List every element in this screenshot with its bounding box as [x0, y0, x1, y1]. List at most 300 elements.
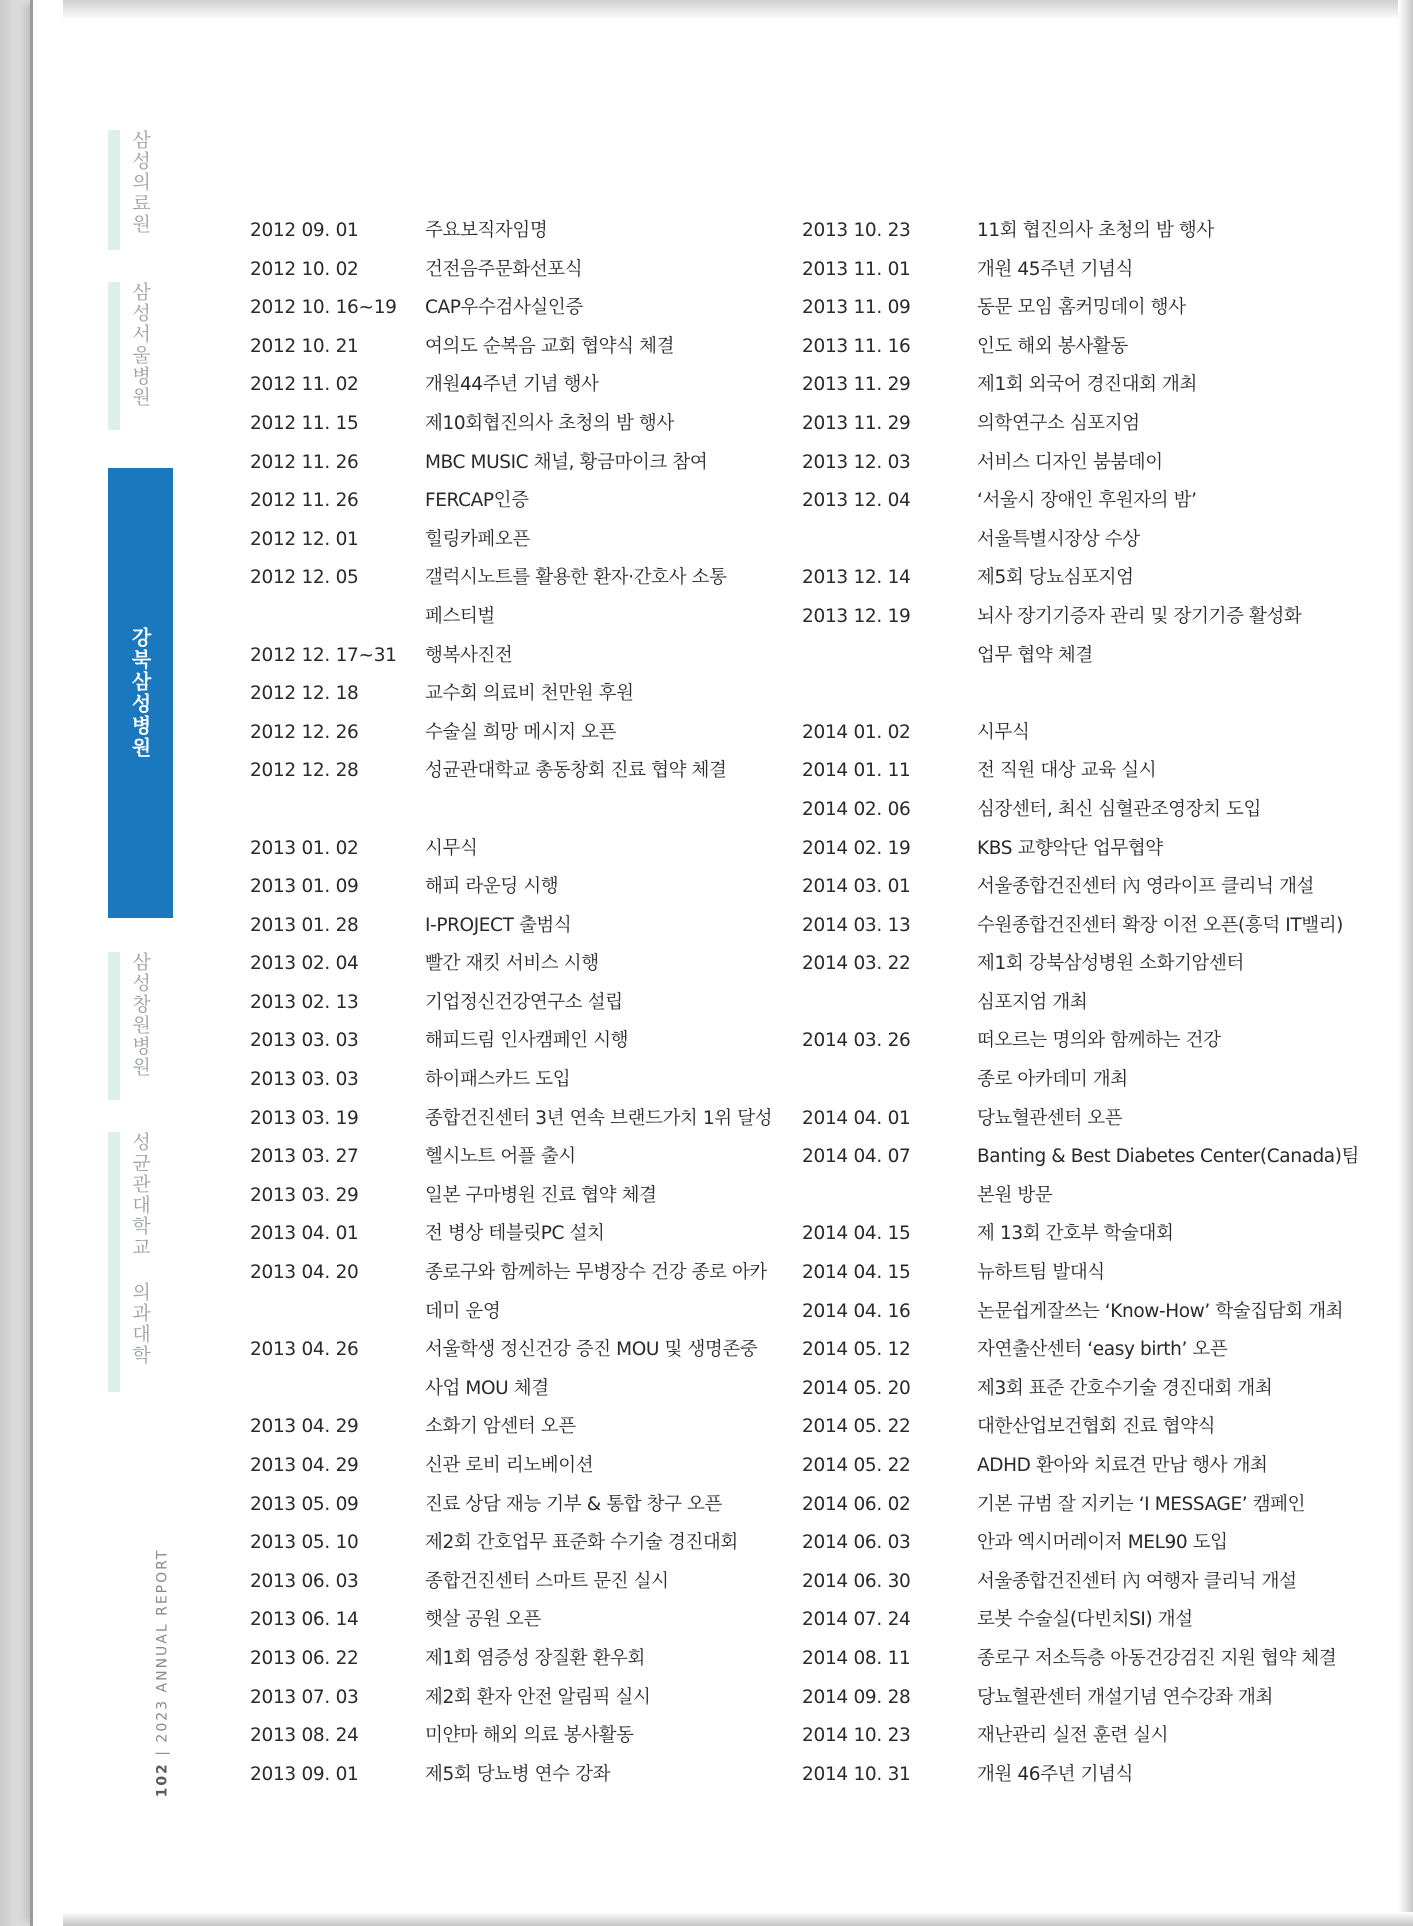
entry-event-line: ‘서울시 장애인 후원자의 밤’: [977, 490, 1197, 512]
timeline-entry: [250, 1486, 770, 1525]
timeline-entry: [802, 945, 1362, 1022]
entry-event-line: 서비스 디자인 붐붐데이: [977, 451, 1163, 473]
entry-event: [425, 405, 770, 444]
entry-event-line: 전 병상 테블릿PC 설치: [425, 1223, 605, 1245]
entry-event: [425, 1100, 772, 1139]
timeline-entry: [802, 366, 1362, 405]
entry-event: [425, 289, 770, 328]
entry-event: [977, 907, 1362, 946]
timeline-entry: [250, 289, 770, 328]
timeline-entry: [802, 444, 1362, 483]
entry-event-line: 개원 45주년 기념식: [977, 258, 1133, 280]
nav-accent-bar: [108, 130, 120, 250]
entry-date: 2014 02. 19: [802, 837, 911, 859]
entry-date: 2013 06. 03: [250, 1570, 359, 1592]
entry-event-line: 일본 구마병원 진료 협약 체결: [425, 1184, 657, 1206]
entry-date: 2014 02. 06: [802, 798, 911, 820]
entry-event-line: 심포지엄 개최: [977, 991, 1088, 1013]
timeline-spacer: [250, 791, 770, 830]
nav-label: 성균관대학교 의과대학: [129, 1132, 151, 1366]
entry-event: [977, 1022, 1362, 1099]
entry-event-line: 건전음주문화선포식: [425, 258, 583, 280]
entry-event-line: 개원 46주년 기념식: [977, 1763, 1133, 1785]
timeline-entry: [802, 251, 1362, 290]
entry-date: 2012 12. 01: [250, 528, 359, 550]
entry-event: [425, 482, 770, 521]
entry-event: [425, 1022, 770, 1061]
timeline-entry: [250, 1524, 770, 1563]
entry-event-line: CAP우수검사실인증: [425, 297, 583, 319]
entry-event: [425, 1331, 770, 1408]
entry-event-line: 해피 라운딩 시행: [425, 876, 559, 898]
entry-event: [425, 1486, 770, 1525]
nav-label: 삼성의료원: [129, 130, 151, 235]
entry-event-line: 개원44주년 기념 행사: [425, 374, 599, 396]
entry-event-line: 햇살 공원 오픈: [425, 1609, 541, 1631]
entry-date: 2012 12. 17~31: [250, 644, 397, 666]
side-nav-item-samsung-seoul-hospital[interactable]: [108, 282, 173, 430]
timeline-entry: [802, 1447, 1362, 1486]
entry-date: 2014 09. 28: [802, 1686, 911, 1708]
timeline-entry: [802, 907, 1362, 946]
entry-date: 2012 09. 01: [250, 220, 359, 241]
entry-event: [977, 1408, 1362, 1447]
entry-event: [977, 1601, 1362, 1640]
entry-event: [425, 521, 770, 560]
entry-event-line: 동문 모임 홈커밍데이 행사: [977, 297, 1186, 319]
entry-event-line: 데미 운영: [425, 1300, 501, 1322]
entry-event: [977, 1293, 1362, 1332]
timeline-entry: [250, 212, 770, 251]
entry-date: 2013 04. 20: [250, 1262, 359, 1284]
entry-event-line: MBC MUSIC 채널, 황금마이크 참여: [425, 451, 708, 473]
timeline-left-column: [250, 212, 773, 1794]
entry-event: [425, 1177, 770, 1216]
entry-date: 2013 10. 23: [802, 220, 911, 241]
timeline-entry: [250, 328, 770, 367]
timeline-entry: [802, 1100, 1362, 1139]
entry-event: [977, 752, 1362, 791]
entry-event-line: 인도 해외 봉사활동: [977, 335, 1128, 357]
entry-event: [425, 1408, 770, 1447]
entry-date: 2013 11. 09: [802, 297, 911, 319]
entry-date: 2014 04. 15: [802, 1223, 911, 1245]
entry-date: 2013 11. 29: [802, 412, 911, 434]
timeline-entry: [250, 1563, 770, 1602]
entry-event: [977, 482, 1362, 559]
entry-event-line: 종합건진센터 3년 연속 브랜드가치 1위 달성: [425, 1107, 773, 1129]
entry-event-line: 자연출산센터 ‘easy birth’ 오픈: [977, 1339, 1228, 1361]
timeline-entry: [250, 251, 770, 290]
timeline-entry: [250, 1640, 770, 1679]
entry-event-line: 시무식: [425, 837, 478, 859]
timeline-entry: [802, 1563, 1362, 1602]
entry-event: [977, 598, 1362, 675]
entry-date: 2013 01. 28: [250, 914, 359, 936]
timeline-entry: [250, 366, 770, 405]
entry-date: 2013 04. 01: [250, 1223, 359, 1245]
entry-event-line: 헬시노트 어플 출시: [425, 1146, 576, 1168]
entry-event: [425, 212, 770, 251]
timeline-entry: [250, 1408, 770, 1447]
entry-date: 2012 10. 21: [250, 335, 359, 357]
entry-event: [977, 1254, 1362, 1293]
entry-event-line: FERCAP인증: [425, 490, 529, 512]
entry-event-line: 미얀마 해외 의료 봉사활동: [425, 1725, 634, 1747]
entry-date: 2013 11. 01: [802, 258, 911, 280]
entry-event-line: I-PROJECT 출범식: [425, 914, 572, 936]
entry-event: [977, 328, 1362, 367]
entry-event: [425, 984, 770, 1023]
timeline-entry: [250, 1717, 770, 1756]
entry-date: 2014 04. 07: [802, 1146, 911, 1168]
side-nav-item-skku-medicine[interactable]: [108, 1132, 173, 1392]
entry-event-line: 심장센터, 최신 심혈관조영장치 도입: [977, 798, 1261, 820]
timeline-entry: [802, 1717, 1362, 1756]
entry-event-line: ADHD 환아와 치료견 만남 행사 개최: [977, 1455, 1268, 1476]
timeline-spacer: [802, 675, 1362, 714]
entry-event: [425, 1563, 770, 1602]
entry-event: [425, 1447, 770, 1486]
timeline-entry: [802, 1215, 1362, 1254]
timeline-entry: [250, 1061, 770, 1100]
entry-event-line: 제2회 간호업무 표준화 수기술 경진대회: [425, 1532, 738, 1554]
entry-event-line: 해피드림 인사캠페인 시행: [425, 1030, 629, 1052]
entry-date: 2014 06. 03: [802, 1532, 911, 1554]
entry-event-line: 재난관리 실전 훈련 실시: [977, 1725, 1169, 1747]
entry-event-line: 안과 엑시머레이저 MEL90 도입: [977, 1532, 1228, 1554]
entry-date: 2013 01. 02: [250, 837, 359, 859]
entry-event-line: 서울특별시장상 수상: [977, 528, 1140, 550]
entry-event-line: 업무 협약 체결: [977, 644, 1093, 666]
timeline-entry: [250, 1177, 770, 1216]
timeline-entry: [802, 212, 1362, 251]
side-nav-item-kangbuk-samsung-hospital[interactable]: [108, 468, 173, 918]
entry-date: 2012 10. 02: [250, 258, 359, 280]
entry-event: [425, 1717, 770, 1756]
entry-date: 2013 06. 14: [250, 1609, 359, 1631]
timeline-entry: [250, 637, 770, 676]
timeline-entry: [802, 559, 1362, 598]
entry-event-line: 로봇 수술실(다빈치SI) 개설: [977, 1609, 1193, 1631]
entry-event-line: 의학연구소 심포지엄: [977, 412, 1140, 434]
entry-event-line: 신관 로비 리노베이션: [425, 1455, 594, 1476]
entry-event: [977, 1370, 1362, 1409]
entry-event: [977, 444, 1362, 483]
entry-event: [977, 251, 1362, 290]
entry-date: 2014 04. 15: [802, 1262, 911, 1284]
entry-event-line: 하이패스카드 도입: [425, 1069, 571, 1091]
entry-event-line: 제5회 당뇨심포지엄: [977, 567, 1134, 589]
timeline-entry: [802, 791, 1362, 830]
entry-event-line: 당뇨혈관센터 개설기념 연수강좌 개최: [977, 1686, 1273, 1708]
timeline-right-column: [802, 212, 1362, 1794]
entry-event-line: 제3회 표준 간호수기술 경진대회 개최: [977, 1377, 1273, 1399]
entry-event-line: 떠오르는 명의와 함께하는 건강: [977, 1030, 1221, 1052]
timeline-entry: [802, 1640, 1362, 1679]
timeline-entry: [250, 482, 770, 521]
timeline-entry: [250, 907, 770, 946]
entry-event-line: 수술실 희망 메시지 오픈: [425, 721, 617, 743]
entry-event: [425, 559, 770, 636]
entry-date: 2014 01. 02: [802, 721, 911, 743]
entry-event: [425, 637, 770, 676]
entry-date: 2013 12. 19: [802, 605, 911, 627]
entry-event: [425, 1524, 770, 1563]
entry-event-line: 11회 협진의사 초청의 밤 행사: [977, 220, 1214, 241]
entry-event-line: 성균관대학교 총동창회 진료 협약 체결: [425, 760, 727, 782]
entry-event: [977, 868, 1362, 907]
entry-date: 2013 03. 19: [250, 1107, 359, 1129]
entry-date: 2014 03. 13: [802, 914, 911, 936]
timeline-entry: [802, 752, 1362, 791]
entry-event-line: 힐링카페오픈: [425, 528, 530, 550]
timeline-entry: [250, 1215, 770, 1254]
page-bottom-shade: [63, 1912, 1413, 1926]
timeline-entry: [802, 482, 1362, 559]
entry-date: 2014 06. 02: [802, 1493, 911, 1515]
entry-event-line: 서울종합건진센터 內 여행자 클리닉 개설: [977, 1570, 1297, 1592]
entry-date: 2012 12. 28: [250, 760, 359, 782]
timeline-entry: [250, 1138, 770, 1177]
entry-date: 2013 12. 03: [802, 451, 911, 473]
timeline-entry: [250, 752, 770, 791]
entry-event-line: 전 직원 대상 교육 실시: [977, 760, 1157, 782]
entry-event-line: 수원종합건진센터 확장 이전 오픈(흥덕 IT밸리): [977, 914, 1343, 936]
entry-event-line: 교수회 의료비 천만원 후원: [425, 683, 634, 705]
nav-accent-bar: [108, 282, 120, 430]
entry-event: [977, 1524, 1362, 1563]
entry-date: 2013 11. 16: [802, 335, 911, 357]
timeline-entry: [802, 1138, 1362, 1215]
entry-event: [977, 1679, 1362, 1718]
timeline-entry: [802, 405, 1362, 444]
entry-event: [425, 366, 770, 405]
entry-date: 2014 03. 26: [802, 1030, 911, 1052]
entry-event-line: 제 13회 간호부 학술대회: [977, 1223, 1174, 1245]
entry-event: [425, 1215, 770, 1254]
entry-date: 2014 05. 12: [802, 1339, 911, 1361]
entry-date: 2013 03. 29: [250, 1184, 359, 1206]
entry-date: 2013 05. 09: [250, 1493, 359, 1515]
entry-event-line: 진료 상담 재능 기부 & 통합 창구 오픈: [425, 1493, 722, 1515]
timeline-entry: [250, 1100, 773, 1139]
entry-event: [977, 1717, 1362, 1756]
entry-event-line: 뇌사 장기기증자 관리 및 장기기증 활성화: [977, 605, 1302, 627]
entry-date: 2014 05. 22: [802, 1416, 911, 1438]
entry-date: 2013 04. 26: [250, 1339, 359, 1361]
timeline-entry: [802, 1331, 1362, 1370]
entry-date: 2014 03. 22: [802, 953, 911, 975]
entry-event-line: 서울종합건진센터 內 영라이프 클리닉 개설: [977, 876, 1315, 898]
timeline-entry: [802, 598, 1362, 675]
entry-event: [425, 328, 770, 367]
entry-date: 2013 02. 04: [250, 953, 359, 975]
timeline-entry: [250, 675, 770, 714]
entry-event: [425, 1061, 770, 1100]
entry-event-line: 빨간 재킷 서비스 시행: [425, 953, 599, 975]
entry-date: 2013 06. 22: [250, 1647, 359, 1669]
entry-date: 2013 11. 29: [802, 374, 911, 396]
entry-date: 2013 12. 14: [802, 567, 911, 589]
entry-event-line: 주요보직자임명: [425, 220, 548, 241]
entry-date: 2013 05. 10: [250, 1532, 359, 1554]
entry-event-line: 여의도 순복음 교회 협약식 체결: [425, 335, 675, 357]
nav-label: 삼성서울병원: [129, 282, 151, 408]
timeline-entry: [802, 289, 1362, 328]
entry-date: 2013 02. 13: [250, 991, 359, 1013]
nav-label: 강북삼성병원: [128, 627, 152, 759]
timeline-entry: [802, 1679, 1362, 1718]
entry-event-line: 제1회 염증성 장질환 환우회: [425, 1647, 645, 1669]
entry-event-line: 사업 MOU 체결: [425, 1377, 549, 1399]
timeline-entry: [250, 1022, 770, 1061]
entry-date: 2012 11. 26: [250, 451, 359, 473]
entry-event: [977, 1486, 1362, 1525]
entry-date: 2014 06. 30: [802, 1570, 911, 1592]
timeline-entry: [802, 1022, 1362, 1099]
entry-event: [977, 405, 1362, 444]
entry-date: 2012 12. 05: [250, 567, 359, 589]
nav-accent-bar: [108, 1132, 120, 1392]
entry-event-line: 기본 규범 잘 지키는 ‘I MESSAGE’ 캠페인: [977, 1493, 1306, 1515]
entry-event: [977, 791, 1362, 830]
entry-event: [425, 1254, 770, 1331]
entry-date: 2013 12. 04: [802, 490, 911, 512]
entry-date: 2013 04. 29: [250, 1455, 359, 1476]
entry-date: 2013 03. 27: [250, 1146, 359, 1168]
timeline-entry: [250, 521, 770, 560]
timeline-entry: [250, 444, 770, 483]
entry-date: 2013 08. 24: [250, 1725, 359, 1747]
nav-accent-bar: [108, 952, 120, 1100]
page-number: 102: [154, 1762, 170, 1798]
footer-separator: |: [154, 1749, 170, 1756]
timeline-entry: [250, 984, 770, 1023]
timeline-entry: [250, 405, 770, 444]
entry-event: [425, 444, 770, 483]
entry-event: [977, 1756, 1362, 1795]
entry-event: [977, 366, 1362, 405]
timeline-entry: [802, 1254, 1362, 1293]
entry-event: [425, 675, 770, 714]
timeline-entry: [802, 1408, 1362, 1447]
entry-event: [977, 559, 1362, 598]
entry-event: [977, 1640, 1362, 1679]
entry-event: [425, 868, 770, 907]
entry-date: 2014 07. 24: [802, 1609, 911, 1631]
entry-event-line: KBS 교향악단 업무협약: [977, 837, 1163, 859]
timeline-entry: [802, 714, 1362, 753]
entry-event: [425, 1679, 770, 1718]
entry-event-line: 뉴하트팀 발대식: [977, 1262, 1105, 1284]
nav-label: 삼성창원병원: [129, 952, 151, 1078]
entry-date: 2014 01. 11: [802, 760, 911, 782]
entry-event: [425, 1601, 770, 1640]
entry-event-line: 대한산업보건협회 진료 협약식: [977, 1416, 1216, 1438]
entry-event: [425, 251, 770, 290]
entry-event-line: 논문쉽게잘쓰는 ‘Know-How’ 학술집담회 개최: [977, 1300, 1344, 1322]
entry-date: 2013 01. 09: [250, 876, 359, 898]
timeline-entry: [250, 830, 770, 869]
side-nav-item-samsung-medical-center[interactable]: [108, 130, 173, 250]
timeline-entry: [250, 1679, 770, 1718]
entry-event: [977, 1563, 1362, 1602]
entry-event-line: 시무식: [977, 721, 1030, 743]
entry-event-line: 종로 아카데미 개최: [977, 1069, 1128, 1091]
entry-date: 2014 04. 01: [802, 1107, 911, 1129]
entry-date: 2014 05. 22: [802, 1455, 911, 1476]
entry-event: [425, 1640, 770, 1679]
timeline-entry: [802, 1524, 1362, 1563]
entry-date: 2013 03. 03: [250, 1069, 359, 1091]
entry-date: 2013 04. 29: [250, 1416, 359, 1438]
entry-event-line: 종합건진센터 스마트 문진 실시: [425, 1570, 669, 1592]
timeline-entry: [250, 714, 770, 753]
report-label: 2023 ANNUAL REPORT: [154, 1548, 170, 1743]
entry-date: 2012 12. 18: [250, 683, 359, 705]
page-edge-left: [0, 0, 32, 1926]
annual-report-footer: [152, 1548, 172, 1798]
timeline-entry: [802, 868, 1362, 907]
entry-event: [977, 212, 1362, 251]
entry-event: [977, 830, 1362, 869]
entry-date: 2014 10. 23: [802, 1725, 911, 1747]
entry-event-line: 제10회협진의사 초청의 밤 행사: [425, 412, 674, 434]
timeline-entry: [250, 868, 770, 907]
entry-event: [977, 714, 1362, 753]
entry-event: [977, 1100, 1362, 1139]
timeline-entry: [250, 1756, 770, 1795]
entry-event: [425, 907, 770, 946]
entry-event-line: 제5회 당뇨병 연수 강좌: [425, 1763, 611, 1785]
entry-event: [425, 830, 770, 869]
timeline-entry: [802, 328, 1362, 367]
entry-event: [425, 1756, 770, 1795]
entry-event-line: 갤럭시노트를 활용한 환자·간호사 소통: [425, 567, 727, 589]
entry-date: 2013 07. 03: [250, 1686, 359, 1708]
entry-date: 2014 10. 31: [802, 1763, 911, 1785]
timeline-entry: [250, 1254, 770, 1331]
entry-event-line: 제1회 강북삼성병원 소화기암센터: [977, 953, 1244, 975]
timeline-entry: [802, 1601, 1362, 1640]
timeline-entry: [802, 1756, 1362, 1795]
entry-event: [425, 1138, 770, 1177]
entry-date: 2013 03. 03: [250, 1030, 359, 1052]
entry-event-line: 페스티벌: [425, 605, 495, 627]
entry-date: 2012 12. 26: [250, 721, 359, 743]
entry-event-line: 제1회 외국어 경진대회 개최: [977, 374, 1197, 396]
entry-event-line: 서울학생 정신건강 증진 MOU 및 생명존중: [425, 1339, 758, 1361]
entry-date: 2014 05. 20: [802, 1377, 911, 1399]
timeline-entry: [250, 1601, 770, 1640]
entry-date: 2014 03. 01: [802, 876, 911, 898]
entry-event: [977, 1215, 1362, 1254]
entry-event: [977, 1331, 1362, 1370]
entry-event-line: 제2회 환자 안전 알림픽 실시: [425, 1686, 651, 1708]
page-top-shade: [63, 0, 1413, 20]
entry-event: [425, 714, 770, 753]
entry-event: [977, 289, 1362, 328]
side-nav-item-samsung-changwon-hospital[interactable]: [108, 952, 173, 1100]
timeline-entry: [802, 830, 1362, 869]
timeline-entry: [250, 945, 770, 984]
entry-date: 2012 11. 15: [250, 412, 359, 434]
entry-event-line: 행복사진전: [425, 644, 513, 666]
timeline-entry: [802, 1293, 1362, 1332]
entry-date: 2012 11. 02: [250, 374, 359, 396]
entry-date: 2014 04. 16: [802, 1300, 911, 1322]
